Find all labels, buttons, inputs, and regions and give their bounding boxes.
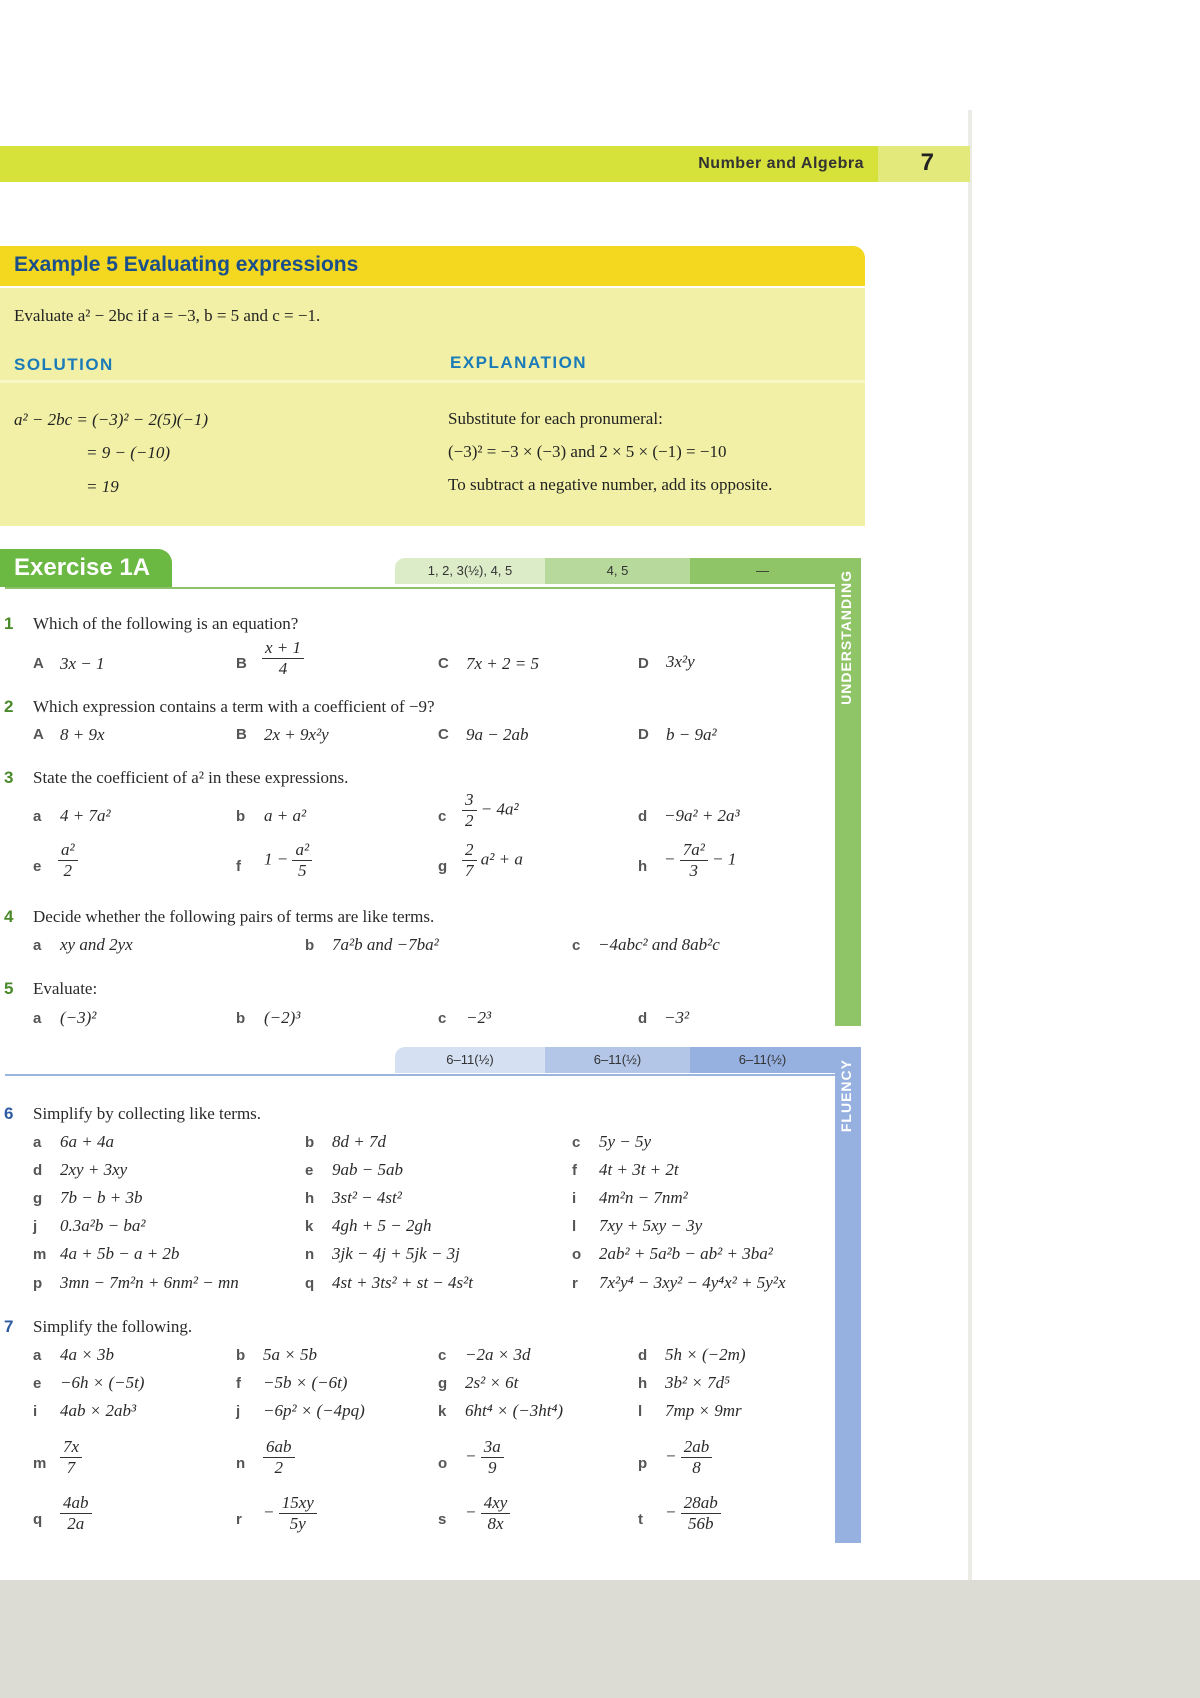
part-label: i (33, 1403, 38, 1420)
part-value: (−3)² (60, 1008, 97, 1027)
part-value: 4t + 3t + 2t (599, 1160, 679, 1179)
fluency-col-2: 6–11(½) (545, 1047, 690, 1073)
question-text: State the coefficient of a² in these expressions. (33, 768, 349, 787)
option-label: B (236, 726, 247, 743)
option-label: C (438, 726, 449, 743)
part-label: m (33, 1246, 47, 1263)
part-label: j (33, 1218, 38, 1235)
part-value: − $\frac{15xy}{5y}$ (263, 1493, 317, 1534)
part-label: a (33, 808, 42, 825)
part-label: g (438, 858, 448, 875)
part-label: h (305, 1190, 315, 1207)
explanation-line: (−3)² = −3 × (−3) and 2 × 5 × (−1) = −10 (448, 442, 727, 461)
option-value: 3x²y (666, 652, 695, 671)
understanding-col-3: — (690, 558, 835, 584)
part-label: b (236, 808, 246, 825)
part-label: a (33, 1010, 42, 1027)
part-value: 4a + 5b − a + 2b (60, 1244, 180, 1263)
option-label: D (638, 655, 649, 672)
solution-line: = 9 − (−10) (86, 443, 170, 462)
option-value: b − 9a² (666, 725, 717, 744)
part-label: d (638, 1347, 648, 1364)
part-value: 4 + 7a² (60, 806, 111, 825)
part-label: d (638, 1010, 648, 1027)
part-label: k (438, 1403, 447, 1420)
question-number: 2 (4, 697, 14, 716)
part-value: − $\frac{3a}{9}$ (465, 1437, 504, 1478)
part-value: − $\frac{2ab}{8}$ (665, 1437, 712, 1478)
option-value: 8 + 9x (60, 725, 105, 744)
solution-line: a² − 2bc = (−3)² − 2(5)(−1) (14, 410, 209, 429)
part-label: c (438, 808, 447, 825)
part-value: 6a + 4a (60, 1132, 114, 1151)
fluency-col-1: 6–11(½) (395, 1047, 545, 1073)
part-value: −9a² + 2a³ (664, 806, 740, 825)
fluency-line (5, 1074, 835, 1076)
part-value: 0.3a²b − ba² (60, 1216, 146, 1235)
option-value: 2x + 9x²y (264, 725, 329, 744)
part-value: 4m²n − 7nm² (599, 1188, 688, 1207)
part-label: g (33, 1190, 43, 1207)
part-value: 1 − $\frac{\text{a²}}{5}$ (264, 840, 312, 881)
part-value: 5y − 5y (599, 1132, 652, 1151)
part-label: a (33, 937, 42, 954)
part-label: k (305, 1218, 314, 1235)
question-text: Which expression contains a term with a coefficient of −9? (33, 697, 435, 716)
part-label: a (33, 1134, 42, 1151)
part-label: n (236, 1455, 246, 1472)
fluency-sidebar: FLUENCY (835, 1047, 861, 1543)
part-value: 5a × 5b (263, 1345, 317, 1364)
part-label: l (572, 1218, 577, 1235)
part-value: 8d + 7d (332, 1132, 386, 1151)
part-label: c (438, 1347, 447, 1364)
question-text: Simplify by collecting like terms. (33, 1104, 262, 1123)
question-text: Simplify the following. (33, 1317, 193, 1336)
exercise-tab (0, 549, 172, 587)
part-value: −2a × 3d (465, 1345, 531, 1364)
part-value: −6h × (−5t) (60, 1373, 145, 1392)
part-label: f (236, 1375, 241, 1392)
part-label: b (236, 1010, 246, 1027)
fluency-col-3: 6–11(½) (690, 1047, 835, 1073)
part-value: 6ht⁴ × (−3ht⁴) (465, 1401, 564, 1420)
option-label: A (33, 726, 44, 743)
part-value: $\frac{3}{2}$ − 4a² (462, 790, 519, 831)
part-label: o (438, 1455, 448, 1472)
understanding-col-1: 1, 2, 3(½), 4, 5 (395, 558, 545, 584)
part-value: (−2)³ (264, 1008, 301, 1027)
option-fraction: $\frac{x + 1}{4}$ (262, 638, 304, 679)
part-label: b (305, 937, 315, 954)
part-value: 2xy + 3xy (60, 1160, 128, 1179)
question-number: 1 (4, 614, 14, 633)
explanation-line: To subtract a negative number, add its opposite. (448, 475, 773, 494)
part-value: 9ab − 5ab (332, 1160, 403, 1179)
part-value: $\frac{2}{7}$ a² + a (462, 840, 523, 881)
explanation-label: EXPLANATION (450, 353, 588, 372)
part-value: 2ab² + 5a²b − ab² + 3ba² (599, 1244, 773, 1263)
part-label: a (33, 1347, 42, 1364)
part-value: −5b × (−6t) (263, 1373, 348, 1392)
part-value: − $\frac{\text{7a²}}{3}$ − 1 (664, 840, 737, 880)
part-value: 3jk − 4j + 5jk − 3j (332, 1244, 460, 1263)
option-value: 7x + 2 = 5 (466, 654, 539, 673)
part-value: 7x²y⁴ − 3xy² − 4y⁴x² + 5y²x (599, 1273, 786, 1292)
part-label: f (572, 1162, 577, 1179)
option-value: 9a − 2ab (466, 725, 529, 744)
solution-line: = 19 (86, 477, 119, 496)
page-margin (972, 110, 1200, 1580)
part-value: −4abc² and 8ab²c (598, 935, 720, 954)
part-value: − $\frac{28ab}{56b}$ (665, 1493, 721, 1534)
part-value: 4st + 3ts² + st − 4s²t (332, 1273, 473, 1292)
understanding-line (5, 587, 835, 589)
part-label: g (438, 1375, 448, 1392)
part-value: 3b² × 7d⁵ (665, 1373, 730, 1392)
part-value: $\frac{\text{a²}}{2}$ (58, 840, 78, 881)
part-label: d (33, 1162, 43, 1179)
part-label: q (33, 1511, 43, 1528)
option-label: D (638, 726, 649, 743)
explanation-line: Substitute for each pronumeral: (448, 409, 663, 428)
part-value: a + a² (264, 806, 307, 825)
part-label: p (638, 1455, 648, 1472)
part-label: l (638, 1403, 643, 1420)
exercise-title: Exercise 1A (14, 554, 151, 581)
question-number: 7 (4, 1317, 14, 1336)
part-value: 4ab × 2ab³ (60, 1401, 137, 1420)
solution-label: SOLUTION (14, 355, 114, 374)
part-value: −3² (664, 1008, 690, 1027)
scan-background (0, 1580, 1200, 1698)
example-title: Example 5 Evaluating expressions (14, 253, 359, 276)
part-value: 7mp × 9mr (665, 1401, 742, 1420)
part-label: b (305, 1134, 315, 1151)
part-value: 4gh + 5 − 2gh (332, 1216, 432, 1235)
part-label: h (638, 858, 648, 875)
part-label: f (236, 858, 241, 875)
question-number: 5 (4, 979, 14, 998)
part-value: − $\frac{4xy}{8x}$ (465, 1493, 510, 1534)
option-value: 3x − 1 (60, 654, 105, 673)
part-label: r (572, 1275, 578, 1292)
part-label: h (638, 1375, 648, 1392)
page-edge (968, 110, 972, 1580)
part-label: c (572, 937, 581, 954)
part-label: t (638, 1511, 643, 1528)
part-value: 7xy + 5xy − 3y (599, 1216, 703, 1235)
part-label: p (33, 1275, 43, 1292)
part-value: 7b − b + 3b (60, 1188, 143, 1207)
part-label: s (438, 1511, 447, 1528)
part-value: 3mn − 7m²n + 6nm² − mn (60, 1273, 239, 1292)
part-label: j (236, 1403, 241, 1420)
part-label: c (438, 1010, 447, 1027)
part-label: c (572, 1134, 581, 1151)
question-text: Decide whether the following pairs of terms are like terms. (33, 907, 435, 926)
part-value: $\frac{6ab}{2}$ (263, 1437, 295, 1478)
part-label: e (33, 1375, 42, 1392)
understanding-sidebar: UNDERSTANDING (835, 558, 861, 1026)
part-label: b (236, 1347, 246, 1364)
part-value: 4a × 3b (60, 1345, 114, 1364)
part-label: e (305, 1162, 314, 1179)
part-value: 7a²b and −7ba² (332, 935, 439, 954)
part-label: n (305, 1246, 315, 1263)
part-label: m (33, 1455, 47, 1472)
question-text: Evaluate: (33, 979, 98, 998)
part-value: xy and 2yx (60, 935, 133, 954)
question-number: 6 (4, 1104, 14, 1123)
option-label: B (236, 655, 247, 672)
example-question: Evaluate a² − 2bc if a = −3, b = 5 and c = −1. (14, 306, 321, 325)
question-number: 4 (4, 907, 14, 926)
option-label: A (33, 655, 44, 672)
part-value: $\frac{7x}{7}$ (60, 1437, 82, 1478)
question-text: Which of the following is an equation? (33, 614, 299, 633)
page-header-bar (0, 146, 970, 182)
part-value: $\frac{4ab}{2a}$ (60, 1493, 92, 1534)
option-label: C (438, 655, 449, 672)
part-label: r (236, 1511, 242, 1528)
part-label: i (572, 1190, 577, 1207)
part-label: d (638, 808, 648, 825)
example-divider (0, 380, 865, 383)
part-value: 5h × (−2m) (665, 1345, 746, 1364)
part-label: o (572, 1246, 582, 1263)
part-label: q (305, 1275, 315, 1292)
part-value: −2³ (466, 1008, 492, 1027)
part-value: 2s² × 6t (465, 1373, 519, 1392)
strand-title: Number and Algebra (698, 155, 864, 172)
page-number: 7 (920, 149, 934, 176)
question-number: 3 (4, 768, 14, 787)
part-label: e (33, 858, 42, 875)
part-value: −6p² × (−4pq) (263, 1401, 365, 1420)
example-header (0, 246, 865, 286)
part-value: 3st² − 4st² (332, 1188, 402, 1207)
understanding-col-2: 4, 5 (545, 558, 690, 584)
